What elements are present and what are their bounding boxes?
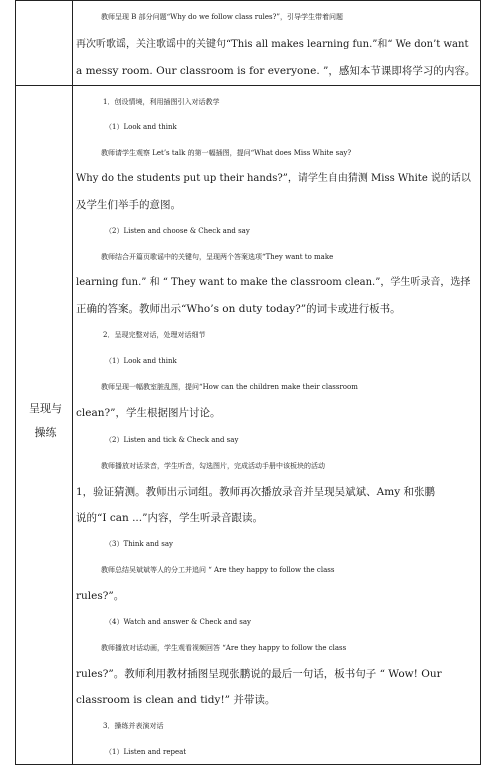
activity-title: （3）Think and say [105,540,173,548]
top-row-line: a messy room. Our classroom is for everyone. ”，感知本节课即将学习的内容。 [76,65,476,77]
paragraph-line: 及学生们举手的意图。 [76,199,181,211]
paragraph-line: 教师总结吴斌斌等人的分工并追问 “ Are they happy to follow the class [101,566,335,574]
stage-label-line2: 操练 [34,426,57,439]
activity-title: （2）Listen and choose & Check and say [105,227,250,235]
activity-title: （4）Watch and answer & Check and say [105,618,252,626]
paragraph-line: 正确的答案。教师出示“Who’s on duty today?”的词卡或进行板书。 [76,303,401,315]
activity-title: （2）Listen and tick & Check and say [105,436,239,444]
row-divider [15,85,481,86]
activity-title: （1）Look and think [105,357,177,365]
paragraph-line: 教师播放对话动画，学生观看视频回答 “Are they happy to follow the class [101,644,347,652]
paragraph-line: 说的“I can ...”内容，学生听录音跟读。 [76,512,263,524]
paragraph-line: rules?”。 [76,590,125,602]
paragraph-line: 1，验证猜测。教师出示词组。教师再次播放录音并呈现吴斌斌、Amy 和张鹏 [76,486,435,498]
paragraph-line: 教师结合开篇页歌谣中的关键句，呈现两个答案选项“They want to make [101,253,334,261]
paragraph-line: 教师呈现一幅教室脏乱图，提问“How can the children make their classroom [101,383,358,391]
section-heading: 2．呈现完整对话，处理对话细节 [103,331,206,339]
section-heading: 3．操练并表演对话 [103,722,164,730]
paragraph-line: clean?”，学生根据图片讨论。 [76,407,221,419]
paragraph-line: learning fun.” 和 “ They want to make the classroom clean.”，学生听录音，选择 [76,277,471,288]
paragraph-line: rules?”。教师利用教材插图呈现张鹏说的最后一句话，板书句子 “ Wow! Our [76,668,442,680]
activity-title: （1）Look and think [105,123,177,131]
paragraph-line: 教师播放对话录音，学生听音，勾选图片，完成活动手册中该板块的活动 [101,462,325,470]
activity-title: （1）Listen and repeat [105,748,187,756]
top-row-line: 再次听歌谣，关注歌谣中的关键句“This all makes learning fun.”和“ We don’t want [76,39,469,50]
paragraph-line: 教师请学生观察 Let’s talk 的第一幅插图，提问“What does Miss White say? [101,149,352,157]
top-row-line: 教师呈现 B 部分问题“Why do we follow class rules?”，引导学生带着问题 [101,13,343,21]
stage-label-line1: 呈现与 [29,402,62,415]
paragraph-line: Why do the students put up their hands?”，请学生自由猜测 Miss White 说的话以 [76,173,471,184]
table-top-border [15,0,481,1]
section-heading: 1．创设情境，利用插图引入对话教学 [103,98,220,106]
paragraph-line: classroom is clean and tidy!” 并带读。 [76,694,276,706]
column-divider [72,0,73,765]
